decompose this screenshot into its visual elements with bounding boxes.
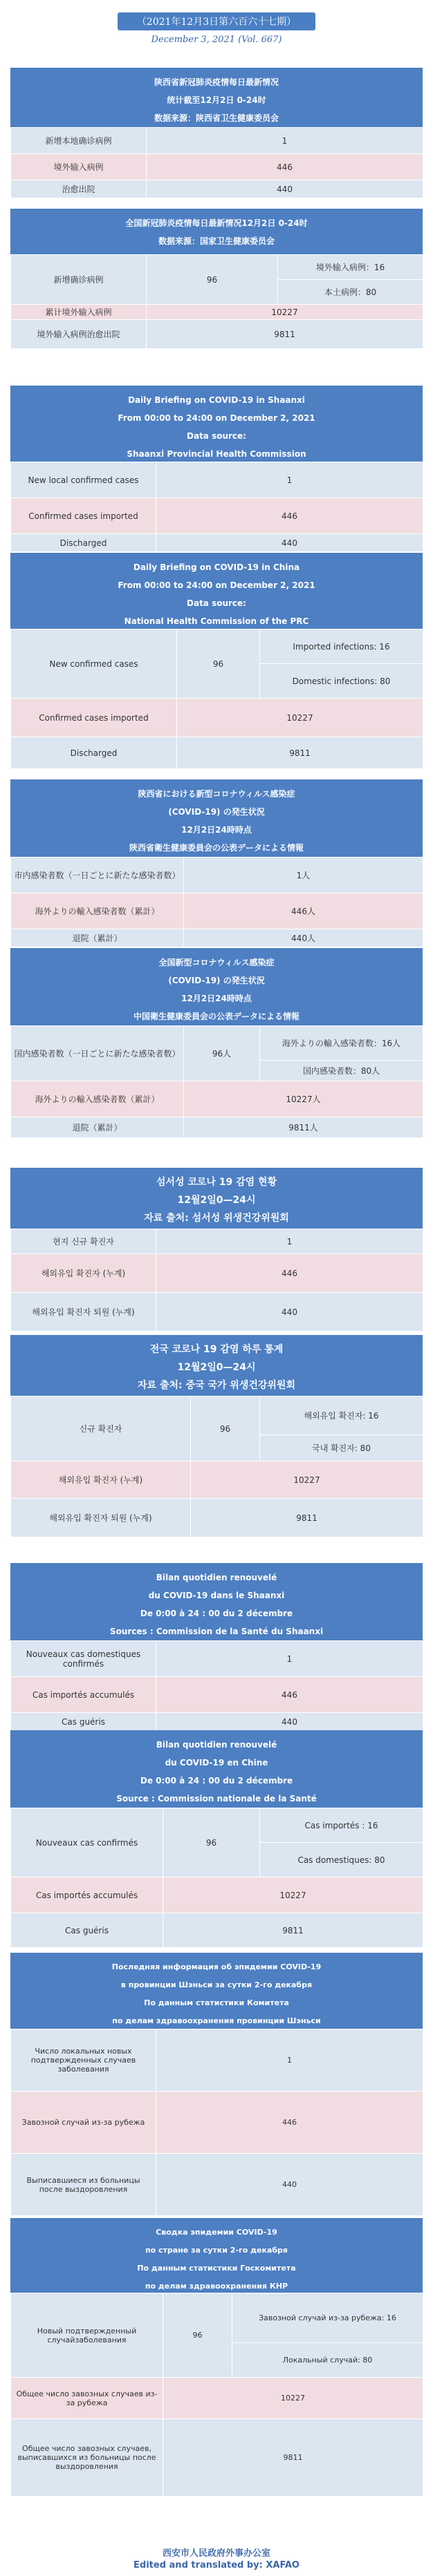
row-label: New confirmed cases (11, 629, 177, 699)
imported-cases: 해외유입 확진자: 16 (260, 1396, 423, 1435)
local-cases: 本土病例：80 (278, 280, 423, 305)
row-value: 440人 (184, 929, 423, 947)
header-line: По данным статистики Комитета (144, 1998, 289, 2007)
header-line: From 00:00 to 24:00 on December 2, 2021 (118, 580, 315, 590)
row-value: 1 (156, 1641, 423, 1677)
row-value: 10227 (147, 305, 423, 320)
header-line: 12月2日24時時点 (181, 825, 252, 835)
table-row (11, 929, 423, 947)
row-label: Cas importés accumulés (11, 1877, 163, 1913)
header-line: Source : Commission nationale de la Santé (116, 1794, 317, 1803)
row-label: Число локальных новых подтвержденных случаев заболевания (11, 2029, 156, 2092)
header-line: 12월2일0—24시 (177, 1195, 256, 1206)
row-value: 446 (147, 154, 423, 180)
imported-cases: 海外よりの輸入感染者数：16人 (260, 1026, 423, 1061)
fr-shaanxi-block (10, 1563, 423, 1731)
row-label: Nouveaux cas domestiques confirmés (11, 1641, 156, 1677)
header-line: 전국 코로나 19 감염 하루 통계 (149, 1344, 284, 1355)
table-row (11, 1117, 423, 1138)
row-label: Cas guéris (11, 1913, 163, 1948)
header-line: 섬서성 코로나 19 감염 현황 (156, 1177, 277, 1188)
table-row (11, 1081, 423, 1117)
row-value: 9811人 (184, 1117, 423, 1138)
header-line: National Health Commission of the PRC (124, 616, 309, 626)
ja-shaanxi-block (10, 779, 423, 947)
table-row (11, 1677, 423, 1713)
row-label: Общее число завозных случаев из-за рубежа (11, 2378, 163, 2419)
table-row (11, 462, 423, 498)
row-value: 440 (156, 1713, 423, 1731)
row-label: 해외유입 확진자 (누계) (11, 1254, 156, 1293)
ko-shaanxi-header (10, 1168, 423, 1229)
row-label: Confirmed cases imported (11, 699, 177, 737)
row-label: 退院（累計） (11, 1117, 184, 1138)
header-line: Daily Briefing on COVID-19 in China (133, 562, 300, 572)
row-value: 9811 (177, 737, 423, 769)
row-label: New local confirmed cases (11, 462, 156, 498)
row-value: 10227 (163, 1877, 423, 1913)
row-label: 현지 신규 확진자 (11, 1229, 156, 1254)
table-row (11, 737, 423, 769)
table-row (11, 255, 423, 280)
table-row (11, 2154, 423, 2216)
table-row (11, 858, 423, 893)
table-row (11, 1026, 423, 1061)
fr-china-block (10, 1730, 423, 1948)
en-shaanxi-header (10, 386, 423, 462)
row-label: 国内感染者数（一日ごとに新たな感染者数） (11, 1026, 184, 1081)
header-line: 数据来源：陕西省卫生健康委员会 (154, 113, 279, 123)
footer (0, 2546, 433, 2570)
table-row (11, 1913, 423, 1948)
table-row (11, 1396, 423, 1435)
row-value: 96人 (184, 1026, 260, 1081)
header-line: (COVID-19) の発生状況 (168, 976, 265, 985)
table-row (11, 534, 423, 552)
row-label: Discharged (11, 737, 177, 769)
table-row (11, 1293, 423, 1332)
header-line: (COVID-19) の発生状況 (168, 807, 265, 817)
issue-date: December 3, 2021 (Vol. 667) (151, 35, 282, 45)
ko-shaanxi-block (10, 1168, 423, 1332)
table-row (11, 629, 423, 664)
row-label: 해외유입 확진자 퇴원 (누계) (11, 1499, 191, 1537)
table-row (11, 1461, 423, 1499)
local-cases: Domestic infections: 80 (260, 664, 423, 699)
ko-china-header (10, 1335, 423, 1396)
row-value: 96 (177, 629, 260, 699)
table-row (11, 498, 423, 534)
header-line: De 0:00 à 24 : 00 du 2 décembre (140, 1776, 293, 1786)
table-row (11, 699, 423, 737)
row-value: 446 (156, 2092, 423, 2154)
table-row (11, 2293, 423, 2343)
table-row (11, 154, 423, 180)
ja-shaanxi-header (10, 779, 423, 857)
header-line: 全国新冠肺炎疫情每日最新情况12月2日 0-24时 (125, 218, 308, 228)
local-cases: 국내 확진자: 80 (260, 1435, 423, 1461)
row-label: 해외유입 확진자 (누계) (11, 1461, 191, 1499)
row-value: 440 (147, 180, 423, 198)
header-line: De 0:00 à 24 : 00 du 2 décembre (140, 1609, 293, 1618)
zh-china-block (10, 209, 423, 349)
row-label: 市内感染者数（一日ごとに新たな感染者数） (11, 858, 184, 893)
row-label: Confirmed cases imported (11, 498, 156, 534)
table-row (11, 1499, 423, 1537)
footer-credit: Edited and translated by: XAFAO (133, 2560, 300, 2570)
ru-shaanxi-header (10, 1953, 423, 2029)
row-label: 退院（累計） (11, 929, 184, 947)
footer-org: 西安市人民政府外事办公室 (162, 2548, 270, 2559)
row-label: Nouveaux cas confirmés (11, 1808, 163, 1877)
header-line: 陝西省における新型コロナウィルス感染症 (138, 789, 295, 799)
imported-cases: 境外输入病例：16 (278, 255, 423, 280)
row-value: 446 (156, 498, 423, 534)
en-china-header (10, 553, 423, 629)
row-value: 1 (156, 462, 423, 498)
fr-shaanxi-header (10, 1563, 423, 1640)
local-cases: Cas domestiques: 80 (260, 1843, 423, 1877)
header-line: по делам здравоохранения КНР (145, 2282, 288, 2291)
header-line: 中国衛生健康委員会の公表データによる情報 (133, 1012, 300, 1021)
row-label: 해외유입 확진자 퇴원 (누계) (11, 1293, 156, 1332)
en-china-block (10, 553, 423, 769)
zh-shaanxi-block (10, 68, 423, 198)
header-line: Сводка эпидемии COVID-19 (156, 2228, 277, 2237)
imported-cases: Imported infections: 16 (260, 629, 423, 664)
row-value: 96 (163, 1808, 260, 1877)
row-value: 440 (156, 534, 423, 552)
row-label: Новый подтвержденный случайзаболевания (11, 2293, 163, 2378)
en-shaanxi-block (10, 386, 423, 552)
header-line: Data source: (187, 431, 246, 441)
row-value: 440 (156, 2154, 423, 2216)
row-value: 96 (147, 255, 278, 305)
zh-shaanxi-header (10, 68, 423, 127)
row-value: 446 (156, 1677, 423, 1713)
issue-label: （2021年12月3日第六百六十七期） (118, 12, 315, 30)
header-line: du COVID-19 en Chine (165, 1758, 268, 1768)
row-label: 境外输入病例治愈出院 (11, 320, 147, 349)
header-line: 数据来源：国家卫生健康委员会 (158, 236, 275, 246)
table-row (11, 893, 423, 929)
row-value: 1 (156, 1229, 423, 1254)
table-row (11, 305, 423, 320)
row-value: 1 (147, 128, 423, 154)
header-line: 12月2日24時時点 (181, 994, 252, 1003)
table-row (11, 2092, 423, 2154)
zh-china-header (10, 209, 423, 254)
local-cases: 国内感染者数：80人 (260, 1061, 423, 1081)
header-line: 全国新型コロナウィルス感染症 (158, 958, 275, 967)
fr-china-header (10, 1730, 423, 1808)
row-label: 海外よりの輸入感染者数（累計） (11, 893, 184, 929)
row-label: 境外输入病例 (11, 154, 147, 180)
row-label: 治愈出院 (11, 180, 147, 198)
row-value: 1人 (184, 858, 423, 893)
row-label: Cas importés accumulés (11, 1677, 156, 1713)
row-value: 9811 (147, 320, 423, 349)
table-row (11, 180, 423, 198)
ru-shaanxi-block (10, 1953, 423, 2216)
header-line: 자료 출처: 섬서성 위생건강위원회 (144, 1213, 289, 1224)
row-value: 10227人 (184, 1081, 423, 1117)
local-cases: Локальный случай: 80 (232, 2343, 423, 2378)
header-line: 陝西省衛生健康委員会の公表データによる情報 (129, 843, 304, 853)
row-label: 新增本地确诊病例 (11, 128, 147, 154)
table-row (11, 2378, 423, 2419)
row-value: 9811 (163, 2419, 423, 2497)
row-label: 新增确诊病例 (11, 255, 147, 305)
header-line: 자료 출처: 중국 국가 위생건강위원회 (138, 1380, 295, 1391)
table-row (11, 2419, 423, 2497)
ru-china-header (10, 2218, 423, 2293)
imported-cases: Завозной случай из-за рубежа: 16 (232, 2293, 423, 2343)
header-line: в провинции Шэньси за сутки 2-го декабря (120, 1980, 313, 1989)
header-line: По данным статистики Госкомитета (137, 2264, 296, 2273)
ru-china-block (10, 2218, 423, 2497)
row-label: 신규 확진자 (11, 1396, 191, 1461)
row-label: Выписавшиеся из больницы после выздоровления (11, 2154, 156, 2216)
row-value: 10227 (191, 1461, 423, 1499)
row-label: Discharged (11, 534, 156, 552)
table-row (11, 320, 423, 349)
row-value: 10227 (177, 699, 423, 737)
header-line: Daily Briefing on COVID-19 in Shaanxi (128, 395, 305, 405)
row-value: 446 (156, 1254, 423, 1293)
imported-cases: Cas importés : 16 (260, 1808, 423, 1843)
row-value: 9811 (163, 1913, 423, 1948)
ko-china-block (10, 1335, 423, 1537)
row-value: 96 (163, 2293, 232, 2378)
header-line: 12월2일0—24시 (177, 1362, 256, 1373)
row-value: 440 (156, 1293, 423, 1332)
table-row (11, 1229, 423, 1254)
table-row (11, 1641, 423, 1677)
table-row (11, 1254, 423, 1293)
row-label: Общее число завозных случаев, выписавшихся из больницы после выздоровления (11, 2419, 163, 2497)
header-line: по делам здравоохранения провинции Шэньси (112, 2016, 321, 2025)
header-line: Shaanxi Provincial Health Commission (127, 449, 306, 459)
header-line: Data source: (187, 598, 246, 608)
header-line: 统计截至12月2日 0-24时 (167, 95, 266, 105)
ja-china-block (10, 948, 423, 1138)
table-row (11, 1877, 423, 1913)
row-value: 96 (191, 1396, 260, 1461)
header-line: Последняя информация об эпидемии COVID-19 (111, 1962, 322, 1971)
row-label: Завозной случай из-за рубежа (11, 2092, 156, 2154)
row-label: Cas guéris (11, 1713, 156, 1731)
header-line: du COVID-19 dans le Shaanxi (148, 1591, 285, 1600)
row-label: 累计境外输入病例 (11, 305, 147, 320)
header-line: 陕西省新冠肺炎疫情每日最新情况 (154, 77, 279, 87)
row-value: 9811 (191, 1499, 423, 1537)
header-line: по стране за сутки 2-го декабря (145, 2246, 288, 2255)
row-label: 海外よりの輸入感染者数（累計） (11, 1081, 184, 1117)
table-row (11, 1808, 423, 1843)
header-line: From 00:00 to 24:00 on December 2, 2021 (118, 413, 315, 423)
row-value: 446人 (184, 893, 423, 929)
table-row (11, 128, 423, 154)
table-row (11, 2029, 423, 2092)
header-line: Bilan quotidien renouvelé (156, 1740, 277, 1750)
table-row (11, 1713, 423, 1731)
header-line: Sources : Commission de la Santé du Shaanxi (109, 1627, 324, 1636)
issue-header (0, 12, 433, 45)
row-value: 10227 (163, 2378, 423, 2419)
header-line: Bilan quotidien renouvelé (156, 1573, 277, 1582)
row-value: 1 (156, 2029, 423, 2092)
ja-china-header (10, 948, 423, 1025)
